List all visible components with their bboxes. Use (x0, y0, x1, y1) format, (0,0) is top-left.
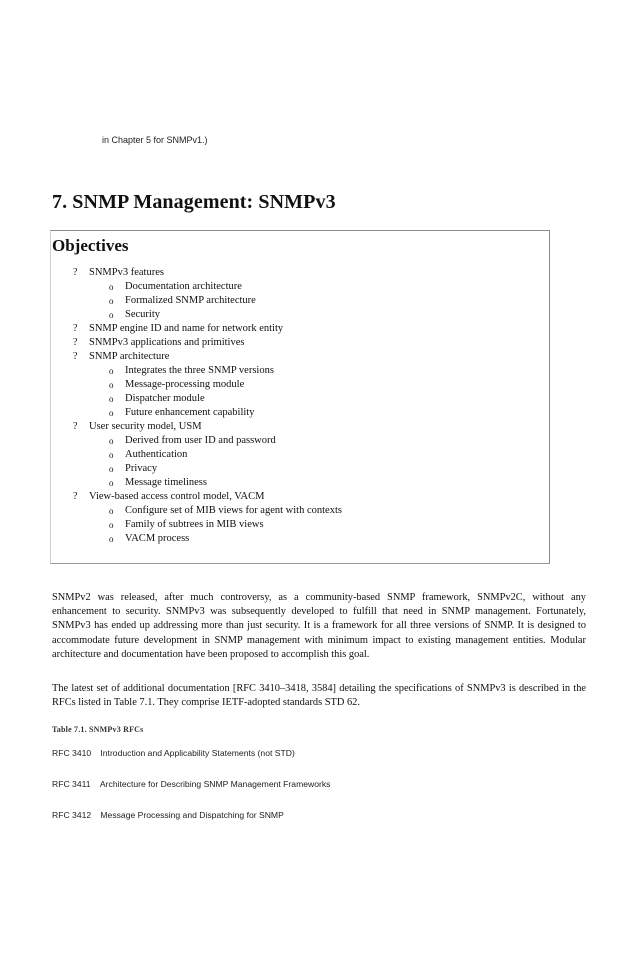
objective-subitem (0, 294, 638, 308)
objective-subitem (0, 476, 638, 490)
sub-bullet-marker: o (109, 380, 114, 390)
objective-text: Documentation architecture (125, 281, 242, 292)
objective-subitem (0, 504, 638, 518)
objective-text: SNMPv3 features (89, 267, 164, 278)
bullet-marker: ? (73, 267, 78, 278)
rfc-number: RFC 3411 (52, 779, 91, 789)
sub-bullet-marker: o (109, 366, 114, 376)
objective-text: Integrates the three SNMP versions (125, 365, 274, 376)
objective-text: SNMPv3 applications and primitives (89, 337, 245, 348)
objective-subitem (0, 308, 638, 322)
sub-bullet-marker: o (109, 394, 114, 404)
objective-text: Message-processing module (125, 379, 245, 390)
objective-text: Privacy (125, 463, 158, 474)
sub-bullet-marker: o (109, 450, 114, 460)
objective-text: Derived from user ID and password (125, 435, 276, 446)
chapter-title: 7. SNMP Management: SNMPv3 (52, 191, 336, 213)
objective-item (0, 322, 638, 336)
objective-text: Family of subtrees in MIB views (125, 519, 264, 530)
objective-subitem (0, 378, 638, 392)
sub-bullet-marker: o (109, 506, 114, 516)
table-row (52, 748, 295, 758)
rfc-title: Architecture for Describing SNMP Management Frameworks (99, 779, 331, 789)
bullet-marker: ? (73, 491, 78, 502)
bullet-marker: ? (73, 323, 78, 334)
objective-subitem (0, 280, 638, 294)
objective-text: Authentication (125, 449, 188, 460)
objective-subitem (0, 532, 638, 546)
objective-text: Formalized SNMP architecture (125, 295, 256, 306)
table-caption: Table 7.1. SNMPv3 RFCs (52, 725, 144, 734)
rfc-number: RFC 3410 (52, 748, 92, 758)
table-row (52, 810, 284, 820)
objective-text: View-based access control model, VACM (89, 491, 265, 502)
bullet-marker: ? (73, 351, 78, 362)
sub-bullet-marker: o (109, 520, 114, 530)
objective-subitem (0, 364, 638, 378)
sub-bullet-marker: o (109, 310, 114, 320)
sub-bullet-marker: o (109, 408, 114, 418)
objectives-list (0, 266, 638, 546)
bullet-marker: ? (73, 337, 78, 348)
objective-text: Configure set of MIB views for agent with contexts (125, 505, 342, 516)
rfc-title: Message Processing and Dispatching for SNMP (100, 810, 284, 820)
objective-text: Security (125, 309, 160, 320)
objective-subitem (0, 518, 638, 532)
objective-text: SNMP architecture (89, 351, 170, 362)
objective-item (0, 266, 638, 280)
objective-text: Future enhancement capability (125, 407, 255, 418)
sub-bullet-marker: o (109, 282, 114, 292)
objective-text: User security model, USM (89, 421, 202, 432)
objectives-title: Objectives (52, 236, 129, 255)
sub-bullet-marker: o (109, 296, 114, 306)
rfc-title: Introduction and Applicability Statements (not STD) (100, 748, 295, 758)
objective-item (0, 420, 638, 434)
paragraph-intro: SNMPv2 was released, after much controversy, as a community-based SNMP framework, SNMPv2C, without any enhancement to security. SNMPv3 was subsequently developed to fulfill that need in SNMP management. Fortunately, SNMPv3 has ended up addressing more than just security. It is a framework for all three versions of SNMP. It is designed to accommodate future development in SNMP management with minimum impact to existing management entities. Modular architecture and documentation have been proposed to accomplish this goal. (52, 592, 586, 660)
sub-bullet-marker: o (109, 436, 114, 446)
objective-subitem (0, 462, 638, 476)
objective-subitem (0, 406, 638, 420)
objective-subitem (0, 448, 638, 462)
paragraph-documentation: The latest set of additional documentation [RFC 3410–3418, 3584] detailing the specifications of SNMPv3 is described in the RFCs listed in Table 7.1. They comprise IETF-adopted standards STD 62. (52, 683, 586, 709)
sub-bullet-marker: o (109, 478, 114, 488)
objective-item (0, 350, 638, 364)
bullet-marker: ? (73, 421, 78, 432)
sub-bullet-marker: o (109, 534, 114, 544)
objective-text: VACM process (125, 533, 190, 544)
carryover-text: in Chapter 5 for SNMPv1.) (102, 135, 208, 145)
sub-bullet-marker: o (109, 464, 114, 474)
objective-text: SNMP engine ID and name for network entity (89, 323, 284, 334)
objective-item (0, 336, 638, 350)
rfc-number: RFC 3412 (52, 810, 92, 820)
objective-subitem (0, 392, 638, 406)
table-row (52, 779, 330, 789)
objective-text: Message timeliness (125, 477, 207, 488)
objective-text: Dispatcher module (125, 393, 205, 404)
objective-item (0, 490, 638, 504)
objective-subitem (0, 434, 638, 448)
